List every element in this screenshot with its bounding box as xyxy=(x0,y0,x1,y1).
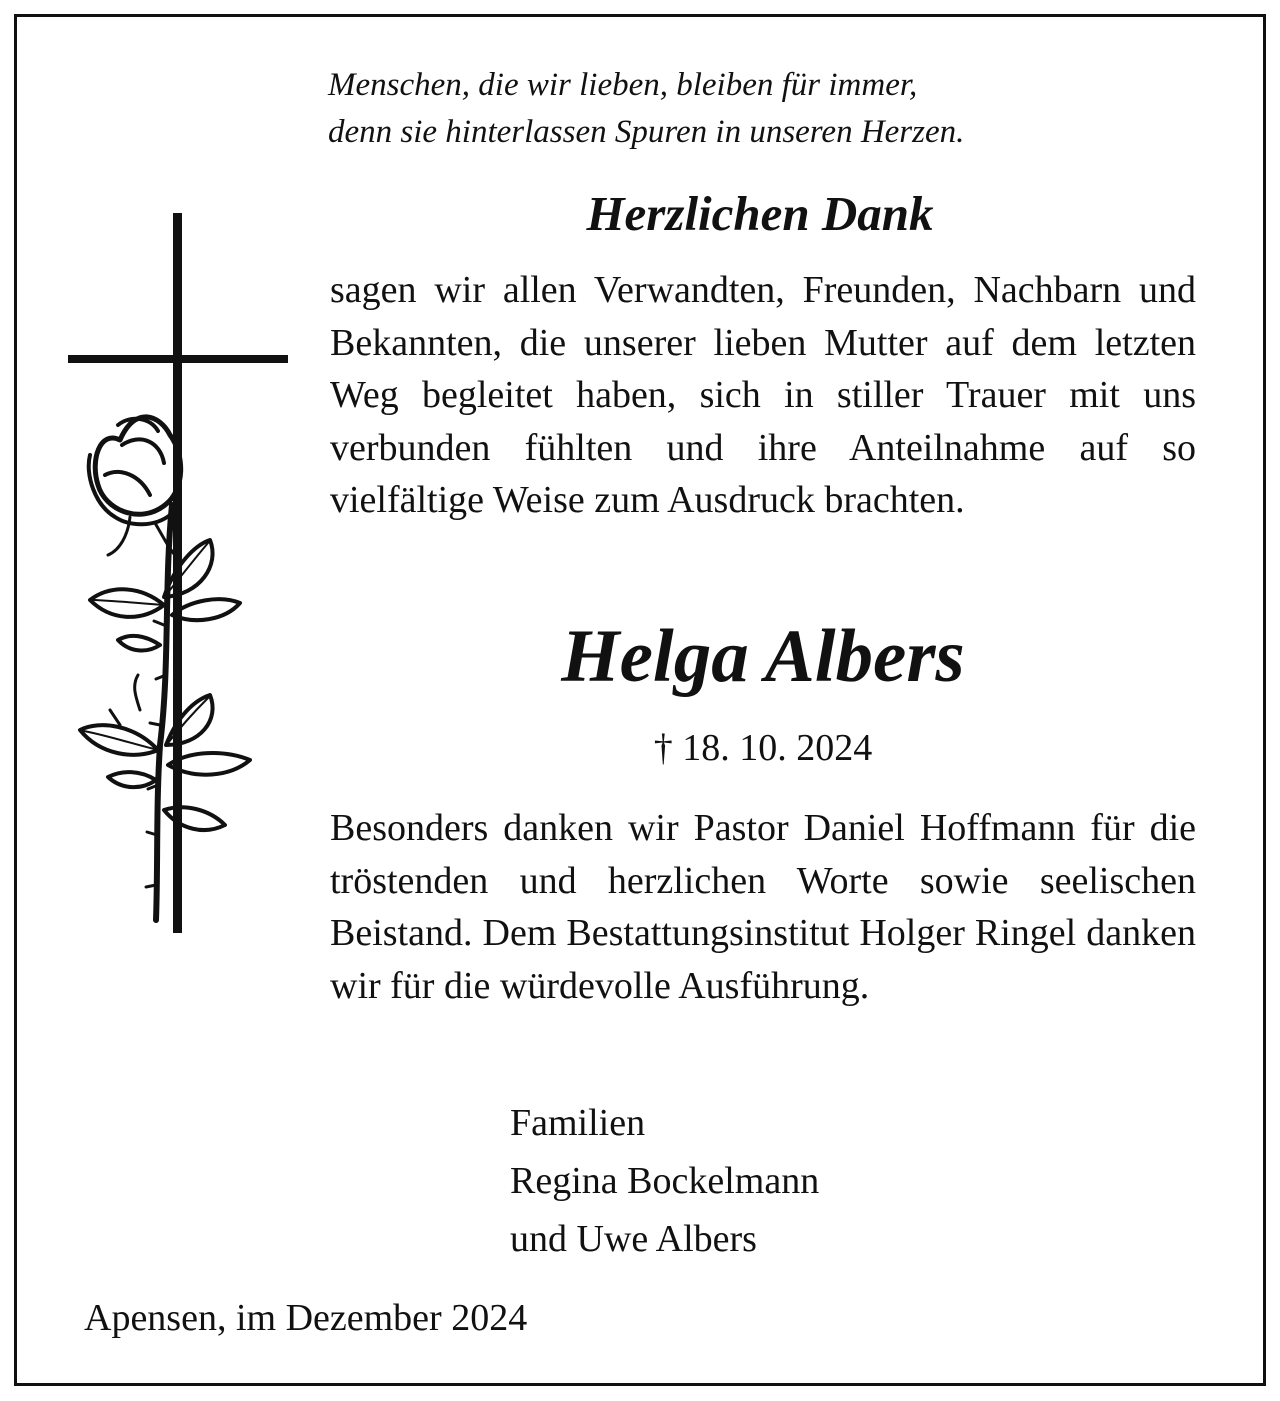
heading-thanks: Herzlichen Dank xyxy=(586,186,934,241)
death-date: † 18. 10. 2024 xyxy=(653,727,873,769)
family-signature xyxy=(510,1094,819,1268)
special-thanks-paragraph: Besonders danken wir Pastor Daniel Hoffmann für die tröstenden und herzlichen Worte sowie seelischen Beistand. Dem Bestattungsinstitut Holger Ringel danken wir für die würdevolle Ausführung. xyxy=(330,807,1196,1007)
motto-quote xyxy=(328,62,1188,156)
thanks-paragraph: sagen wir allen Verwandten, Freunden, Nachbarn und Bekannten, die unserer lieben Mutter auf dem letzten Weg begleitet haben, sich in stiller Trauer mit uns verbunden fühlten und ihre Anteilnahme auf so vielfältige Weise zum Ausdruck brachten. xyxy=(330,269,1196,521)
motto-line-1: Menschen, die wir lieben, bleiben für immer, xyxy=(328,67,918,103)
place-and-date: Apensen, im Dezember 2024 xyxy=(84,1297,528,1339)
signature-line-1: Familien xyxy=(510,1102,646,1144)
deceased-name: Helga Albers xyxy=(561,615,965,698)
motto-line-2: denn sie hinterlassen Spuren in unseren Herzen. xyxy=(328,114,965,150)
cross-with-rose-icon xyxy=(60,205,300,945)
signature-line-3: und Uwe Albers xyxy=(510,1218,757,1260)
signature-line-2: Regina Bockelmann xyxy=(510,1160,820,1202)
